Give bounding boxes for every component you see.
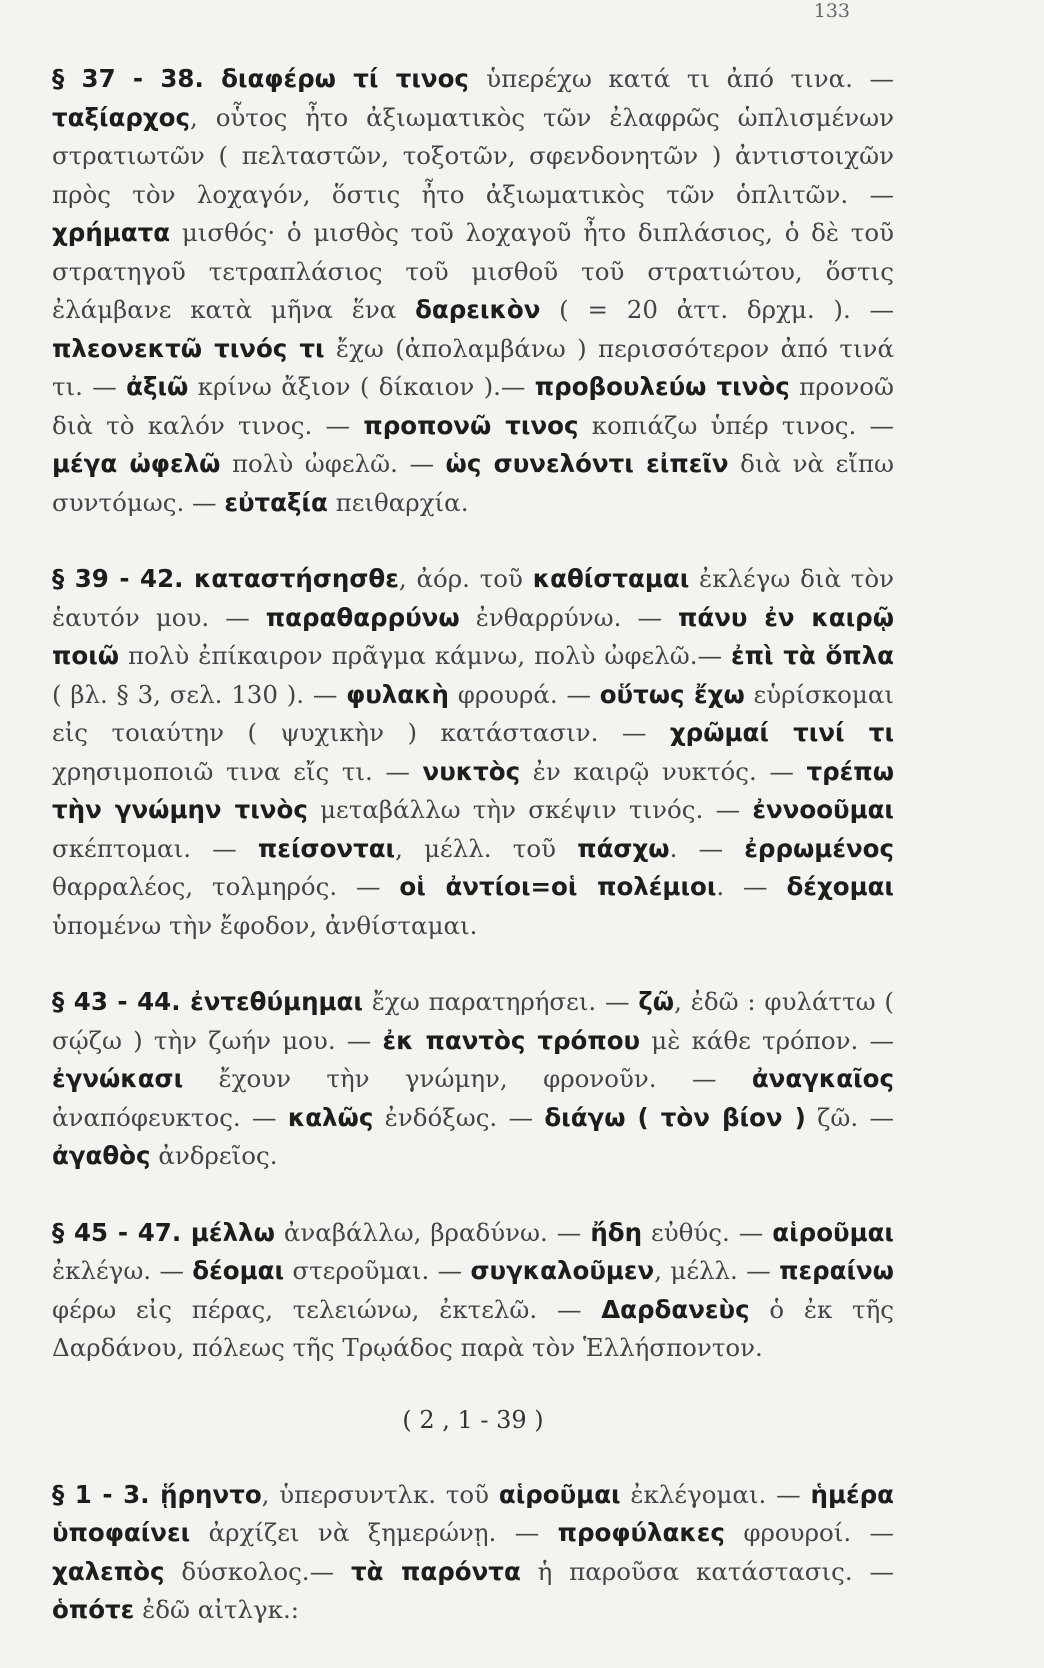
page-number: 133 bbox=[813, 0, 850, 22]
gloss-text: ἐκλέγω. — bbox=[52, 1256, 193, 1285]
term: χρήματα bbox=[52, 218, 171, 247]
term: ἐντεθύμημαι bbox=[190, 987, 363, 1016]
gloss-text: μεταβάλλω τὴν σκέψιν τινός. — bbox=[307, 795, 753, 824]
term: αἱροῦμαι bbox=[772, 1217, 894, 1247]
gloss-text: ἐνθαρρύνω. — bbox=[459, 602, 679, 632]
term: πάσχω bbox=[577, 833, 670, 863]
term: ὁπότε bbox=[52, 1595, 135, 1624]
gloss-text: ἀναβάλλω, βραδύνω. — bbox=[274, 1217, 591, 1247]
term: προβουλεύω τινὸς bbox=[534, 372, 790, 401]
gloss-text: ὑπερέχω κατά τι ἀπό τινα. — bbox=[486, 64, 894, 93]
gloss-text: . — bbox=[716, 872, 787, 901]
term: χρῶμαί τινί τι bbox=[669, 718, 894, 747]
term: § 1 - 3. bbox=[52, 1479, 161, 1509]
term: ἐκ παντὸς τρόπου bbox=[382, 1025, 641, 1055]
term: οὕτως ἔχω bbox=[599, 679, 745, 709]
paragraph-43-44 bbox=[52, 983, 894, 1176]
term: Δαρδανεὺς bbox=[601, 1294, 750, 1324]
gloss-text: κοπιάζω ὑπέρ τινος. — bbox=[578, 410, 894, 440]
gloss-text: ὑπομένω τὴν ἔφοδον, ἀνθίσταμαι. bbox=[52, 910, 478, 940]
gloss-text: ( = 20 ἀττ. δρχμ. ). — bbox=[540, 295, 894, 324]
term: § 39 - 42. bbox=[52, 564, 194, 593]
gloss-text: , οὗτος ἦτο ἀξιωματικὸς τῶν ἐλαφρῶς ὡπλισμένων στρατιωτῶν ( πελταστῶν, τοξοτῶν, σφενδονητῶν ) ἀντιστοιχῶν πρὸς τὸν λοχαγόν, ὅστις ἦτο ἀξιωματικὸς τῶν ὁπλιτῶν. — bbox=[52, 102, 894, 209]
section-heading: ( 2 , 1 - 39 ) bbox=[402, 1405, 544, 1434]
term: § 45 - 47. bbox=[52, 1217, 191, 1247]
gloss-text: , μέλλ. τοῦ bbox=[395, 833, 578, 863]
term: ἐγνώκασι bbox=[52, 1064, 184, 1093]
gloss-text: εὑρίσκομαι εἰς τοιαύτην ( ψυχικὴν ) κατάστασιν. — bbox=[52, 679, 894, 747]
gloss-text: ἔχω παρατηρήσει. — bbox=[362, 987, 639, 1016]
term: ἐρρωμένος bbox=[744, 833, 894, 863]
gloss-text: ἔχω (ἀπολαμβάνω ) περισσότερον ἀπό τινά τι. — bbox=[52, 333, 894, 401]
gloss-text: θαρραλέος, τολμηρός. — bbox=[52, 872, 400, 901]
gloss-text: ὁ ἐκ τῆς Δαρδάνου, πόλεως τῆς Τρῳάδος παρὰ τὸν Ἑλλήσποντον. bbox=[52, 1294, 894, 1362]
term: δαρεικὸν bbox=[415, 295, 541, 324]
term: ὡς συνελόντι εἰπεῖν bbox=[445, 449, 729, 478]
term: συγκαλοῦμεν bbox=[470, 1256, 655, 1285]
gloss-text: ζῶ. — bbox=[805, 1102, 894, 1132]
term: ταξίαρχος bbox=[52, 102, 191, 132]
term: προφύλακες bbox=[557, 1518, 725, 1547]
gloss-text: σκέπτομαι. — bbox=[52, 833, 258, 863]
gloss-text: ἀνδρεῖος. bbox=[150, 1141, 278, 1170]
gloss-text: φέρω εἰς πέρας, τελειώνω, ἐκτελῶ. — bbox=[52, 1294, 602, 1324]
term: τρέπω τὴν γνώμην τινὸς bbox=[52, 756, 894, 824]
term: δέχομαι bbox=[786, 872, 894, 901]
gloss-text: κρίνω ἄξιον ( δίκαιον ).— bbox=[188, 372, 535, 401]
gloss-text: ἀναπόφευκτος. — bbox=[52, 1102, 288, 1132]
gloss-text: ἐκλέγω διὰ τὸν ἑαυτόν μου. — bbox=[52, 564, 894, 632]
term: δέομαι bbox=[192, 1256, 285, 1285]
term: οἱ ἀντίοι=οἱ πολέμιοι bbox=[399, 872, 717, 901]
gloss-text: φρουροί. — bbox=[724, 1518, 895, 1547]
gloss-text: προνοῶ διὰ τὸ καλόν τινος. — bbox=[52, 372, 894, 440]
gloss-text: ἐνδόξως. — bbox=[373, 1102, 545, 1132]
term: φυλακὴ bbox=[346, 679, 449, 709]
term: ἐπὶ τὰ ὅπλα bbox=[731, 641, 895, 670]
term: ἤδη bbox=[590, 1217, 643, 1247]
term: καλῶς bbox=[287, 1102, 374, 1132]
gloss-text: , μέλλ. — bbox=[654, 1256, 780, 1285]
gloss-text: ἐν καιρῷ νυκτός. — bbox=[520, 756, 807, 786]
term: ἀξιῶ bbox=[126, 372, 189, 401]
term: παραθαρρύνω bbox=[265, 602, 460, 632]
gloss-text: . — bbox=[669, 833, 745, 863]
term: τὰ παρόντα bbox=[350, 1556, 521, 1586]
gloss-text: , ὑπερσυντλκ. τοῦ bbox=[261, 1479, 499, 1509]
term: πλεονεκτῶ τινός τι bbox=[52, 333, 325, 363]
gloss-text: ἔχουν τὴν γνώμην, φρονοῦν. — bbox=[183, 1064, 752, 1093]
term: ἡμέρα ὑποφαίνει bbox=[52, 1479, 894, 1547]
gloss-text: στεροῦμαι. — bbox=[284, 1256, 471, 1285]
gloss-text: μισθός· ὁ μισθὸς τοῦ λοχαγοῦ ἦτο διπλάσιος, ὁ δὲ τοῦ στρατηγοῦ τετραπλάσιος τοῦ μισθοῦ τοῦ στρατιώτου, ὅστις ἐλάμβανε κατὰ μῆνα ἕνα bbox=[52, 218, 894, 324]
term: ἀναγκαῖος bbox=[751, 1064, 894, 1093]
term: ᾕρηντο bbox=[160, 1479, 262, 1509]
gloss-text: δύσκολος.— bbox=[164, 1556, 351, 1586]
page-body bbox=[52, 60, 894, 1668]
gloss-text: φρουρά. — bbox=[448, 679, 600, 709]
term: § 37 - 38. bbox=[52, 64, 222, 93]
gloss-text: μὲ κάθε τρόπον. — bbox=[640, 1025, 894, 1055]
term: ἀγαθὸς bbox=[52, 1141, 151, 1170]
gloss-text: διὰ νὰ εἴπω συντόμως. — bbox=[52, 449, 894, 517]
term: § 43 - 44. bbox=[52, 987, 191, 1016]
term: μέγα ὠφελῶ bbox=[52, 449, 221, 478]
term: πάνυ ἐν καιρῷ ποιῶ bbox=[52, 602, 894, 670]
gloss-text: πολὺ ἐπίκαιρον πρᾶγμα κάμνω, πολὺ ὠφελῶ.— bbox=[119, 641, 731, 670]
gloss-text: χρησιμοποιῶ τινα εἴς τι. — bbox=[52, 756, 423, 786]
term: περαίνω bbox=[779, 1256, 894, 1285]
term: χαλεπὸς bbox=[52, 1556, 165, 1586]
gloss-text: ἐδῶ αἰτλγκ.: bbox=[134, 1595, 300, 1624]
paragraph-39-42 bbox=[52, 560, 894, 945]
term: ζῶ bbox=[638, 987, 675, 1016]
term: μέλλω bbox=[190, 1217, 275, 1247]
paragraph-45-47 bbox=[52, 1214, 894, 1368]
term: αἱροῦμαι bbox=[498, 1479, 621, 1509]
term: ἐννοοῦμαι bbox=[752, 795, 894, 824]
term: διαφέρω τί τινος bbox=[221, 64, 487, 93]
term: καταστήσησθε bbox=[193, 564, 399, 593]
term: πείσονται bbox=[257, 833, 396, 863]
term: εὐταξία bbox=[224, 487, 328, 517]
term: νυκτὸς bbox=[422, 756, 521, 786]
term: διάγω ( τὸν βίον ) bbox=[544, 1102, 806, 1132]
term: προπονῶ τινος bbox=[363, 410, 579, 440]
gloss-text: ἀρχίζει νὰ ξημερώνῃ. — bbox=[190, 1518, 558, 1547]
term: καθίσταμαι bbox=[532, 564, 690, 593]
gloss-text: ἡ παροῦσα κατάστασις. — bbox=[520, 1556, 894, 1586]
gloss-text: πειθαρχία. bbox=[327, 487, 469, 517]
gloss-text: ( βλ. § 3, σελ. 130 ). — bbox=[52, 679, 347, 709]
paragraph-1-3 bbox=[52, 1476, 894, 1630]
gloss-text: εὐθύς. — bbox=[642, 1217, 773, 1247]
gloss-text: , ἀόρ. τοῦ bbox=[398, 564, 533, 593]
paragraph-37-38 bbox=[52, 60, 894, 522]
gloss-text: ἐκλέγομαι. — bbox=[620, 1479, 811, 1509]
gloss-text: , ἐδῶ : φυλάττω ( σῴζω ) τὴν ζωήν μου. — bbox=[52, 987, 894, 1055]
gloss-text: πολὺ ὠφελῶ. — bbox=[220, 449, 446, 478]
